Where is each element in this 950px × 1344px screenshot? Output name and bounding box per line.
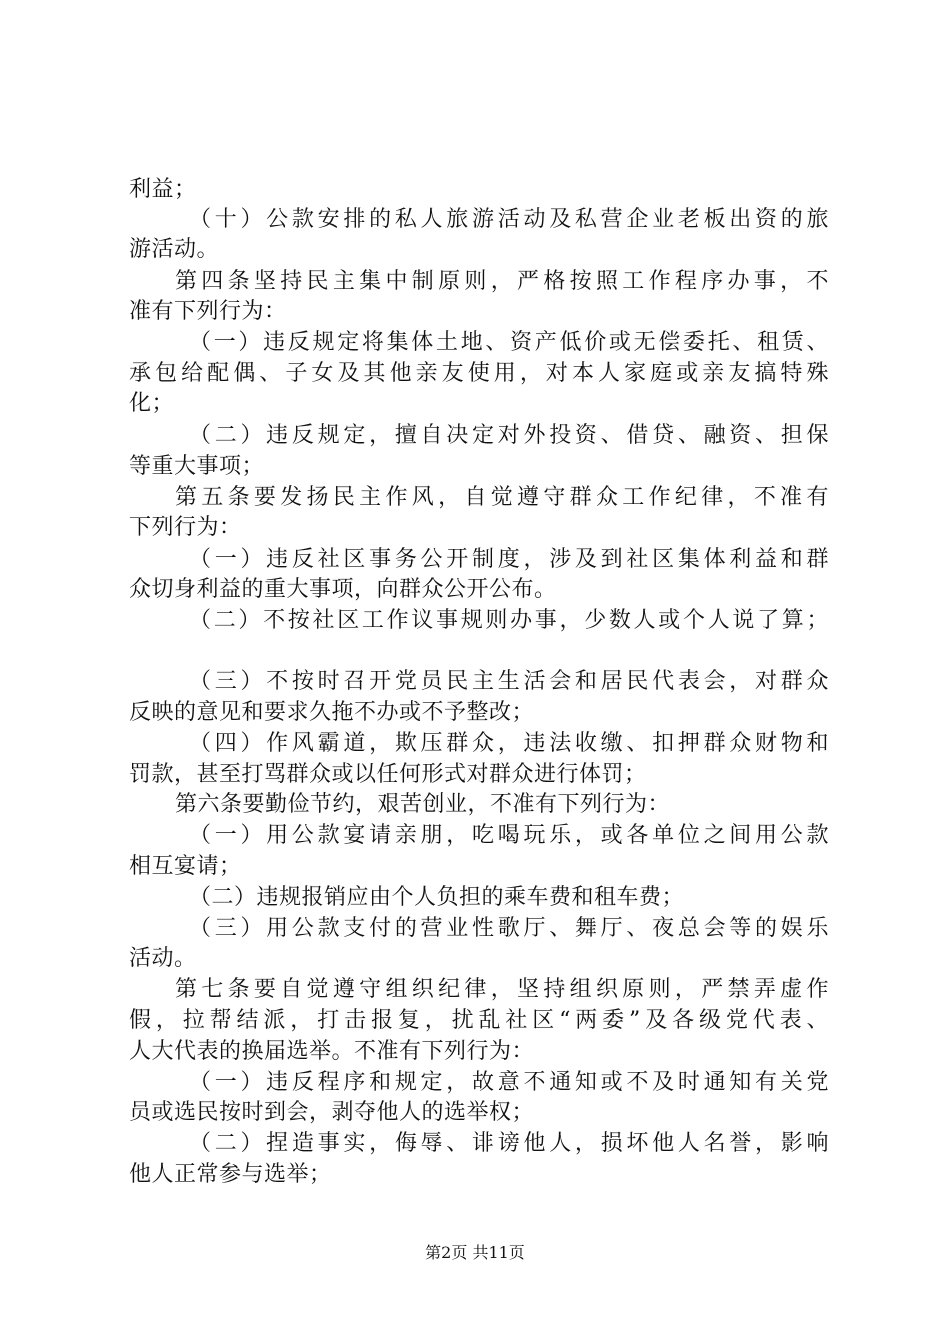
text-line: 他人正常参与选举； [129, 1162, 332, 1187]
text-line: （三）用公款支付的营业性歌厅、舞厅、夜总会等的娱乐 [189, 916, 829, 941]
text-line: 活动。 [129, 946, 197, 971]
text-line: 游活动。 [129, 237, 220, 262]
text-line: （二）违反规定，擅自决定对外投资、借贷、融资、担保 [189, 423, 829, 448]
text-line: 假，拉帮结派，打击报复，扰乱社区“两委”及各级党代表、 [129, 1008, 829, 1033]
text-line: （一）违反社区事务公开制度，涉及到社区集体利益和群 [189, 547, 829, 572]
text-line: （十）公款安排的私人旅游活动及私营企业老板出资的旅 [189, 207, 829, 232]
text-line: （三）不按时召开党员民主生活会和居民代表会，对群众 [189, 669, 829, 694]
text-line: 第五条要发扬民主作风，自觉遵守群众工作纪律，不准有 [175, 485, 829, 510]
text-line: 罚款，甚至打骂群众或以任何形式对群众进行体罚； [129, 762, 647, 787]
text-line: （一）用公款宴请亲朋，吃喝玩乐，或各单位之间用公款 [189, 823, 829, 848]
text-line: 第七条要自觉遵守组织纪律，坚持组织原则，严禁弄虚作 [175, 977, 829, 1002]
text-line: 下列行为： [129, 515, 242, 540]
text-line: 第六条要勤俭节约，艰苦创业，不准有下列行为： [175, 792, 671, 817]
text-line: （二）不按社区工作议事规则办事，少数人或个人说了算； [189, 608, 829, 633]
text-line: 第四条坚持民主集中制原则，严格按照工作程序办事，不 [175, 269, 829, 294]
text-line: 准有下列行为： [129, 299, 287, 324]
text-line: 利益； [129, 177, 197, 202]
text-line: （二）违规报销应由个人负担的乘车费和租车费； [189, 885, 685, 910]
text-line: 等重大事项； [129, 454, 265, 479]
text-line: （二）捏造事实，侮辱、诽谤他人，损坏他人名誉，影响 [189, 1131, 829, 1156]
text-line: 反映的意见和要求久拖不办或不予整改； [129, 700, 535, 725]
text-line: （一）违反规定将集体土地、资产低价或无偿委托、租赁、 [189, 330, 829, 355]
text-line: 相互宴请； [129, 854, 242, 879]
text-line: 员或选民按时到会，剥夺他人的选举权； [129, 1100, 535, 1125]
text-line: （一）违反程序和规定，故意不通知或不及时通知有关党 [189, 1070, 829, 1095]
text-line: （四）作风霸道，欺压群众，违法收缴、扣押群众财物和 [189, 731, 829, 756]
text-line: 人大代表的换届选举。不准有下列行为： [129, 1039, 535, 1064]
text-line: 承包给配偶、子女及其他亲友使用，对本人家庭或亲友搞特殊 [129, 361, 829, 386]
text-line: 众切身利益的重大事项，向群众公开公布。 [129, 577, 557, 602]
page-footer: 第2页 共11页 [425, 1243, 525, 1262]
text-line: 化； [129, 391, 175, 416]
